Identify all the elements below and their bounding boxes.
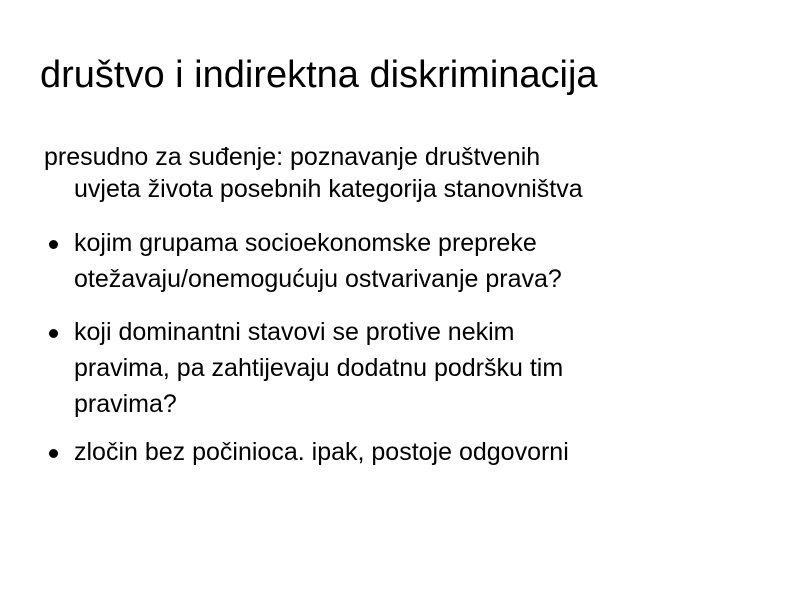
bullet-text <box>74 225 774 297</box>
bullet-line: pravima? <box>74 390 177 418</box>
bullet-line: koji dominantni stavovi se protive nekim <box>74 318 515 346</box>
intro-line: presudno za suđenje: poznavanje društvenih <box>44 143 541 171</box>
intro-line: uvjeta života posebnih kategorija stanovništva <box>74 175 583 203</box>
bullet-text <box>74 314 774 422</box>
slide-title: društvo i indirektna diskriminacija <box>40 54 598 96</box>
bullet-text <box>74 434 774 470</box>
bullet-line: otežavaju/onemogućuju ostvarivanje prava? <box>74 265 562 293</box>
intro-paragraph <box>44 141 764 205</box>
bullet-dot-icon <box>49 240 58 249</box>
bullet-line: kojim grupama socioekonomske prepreke <box>74 229 537 257</box>
bullet-line: pravima, pa zahtijevaju dodatnu podršku tim <box>74 354 564 382</box>
bullet-dot-icon <box>49 329 58 338</box>
bullet-dot-icon <box>49 449 58 458</box>
bullet-line: zločin bez počinioca. ipak, postoje odgovorni <box>74 438 569 466</box>
